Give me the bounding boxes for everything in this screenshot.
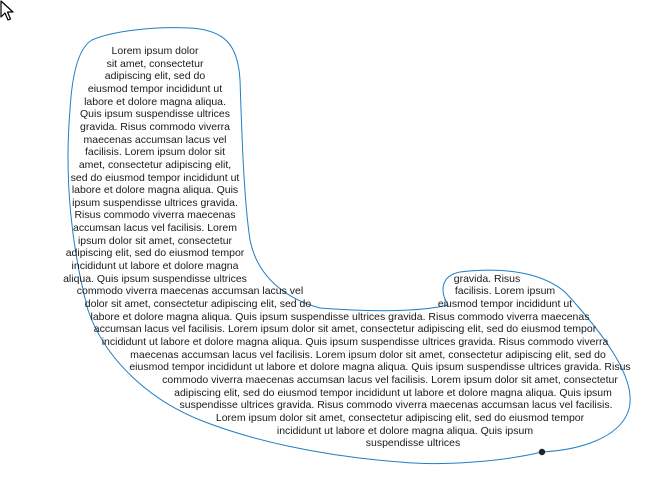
text-line: incididunt ut labore et dolore magna — [71, 260, 239, 273]
text-line: Lorem ipsum dolor — [111, 45, 199, 57]
text-line: commodo viverra maecenas accumsan lacus vel facilisis. Lorem ipsum dolor sit amet, consectetur — [162, 373, 618, 386]
text-line: suspendisse ultrices gravida. Risus commodo viverra maecenas accumsan lacus vel facilisis. — [179, 399, 613, 412]
text-line: labore et dolore magna aliqua. — [84, 95, 226, 108]
text-line: ipsum dolor sit amet, consectetur — [77, 234, 233, 247]
text-line: maecenas accumsan lacus vel facilisis. Lorem ipsum dolor sit amet, consectetur adipiscing elit, sed do — [130, 348, 606, 361]
text-line: sed do eiusmod tempor incididunt ut — [70, 171, 240, 184]
text-line: Quis ipsum suspendisse ultrices — [80, 108, 230, 121]
text-line: adipiscing elit, sed do — [104, 70, 206, 83]
text-line-right: eiusmod tempor incididunt ut — [437, 298, 573, 310]
text-line: labore et dolore magna aliqua. Quis — [71, 184, 239, 197]
text-line-right: facilisis. Lorem ipsum — [454, 285, 556, 298]
text-line: incididunt ut labore et dolore magna aliqua. Quis ipsum — [276, 424, 534, 437]
text-line: eiusmod tempor incididunt ut labore et dolore magna aliqua. Quis ipsum suspendisse ultrices gravida. Risus — [129, 361, 631, 374]
arrow-pointer-icon — [0, 0, 14, 22]
text-line: Risus commodo viverra maecenas — [74, 209, 236, 222]
text-line: Lorem ipsum dolor sit amet, consectetur adipiscing elit, sed do eiusmod tempor — [215, 411, 585, 424]
text-line: incididunt ut labore et dolore magna aliqua. Quis ipsum suspendisse ultrices gravida. Risus commodo viverra — [101, 335, 609, 348]
text-line: labore et dolore magna aliqua. Quis ipsum suspendisse ultrices gravida. Risus commodo viverra maecenas — [90, 310, 590, 323]
text-line: facilisis. Lorem ipsum dolor sit — [84, 146, 226, 159]
text-line: maecenas accumsan lacus vel — [83, 133, 227, 146]
text-line: amet, consectetur adipiscing elit, — [78, 158, 232, 171]
text-line: accumsan lacus vel facilisis. Lorem — [73, 222, 237, 235]
text-line-right: gravida. Risus — [453, 272, 521, 285]
path-anchor-point[interactable] — [539, 449, 545, 455]
text-line: dolor sit amet, consectetur adipiscing elit, sed do — [84, 298, 312, 310]
text-line: aliqua. Quis ipsum suspendisse ultrices — [63, 272, 247, 285]
text-line: eiusmod tempor incididunt ut — [87, 82, 223, 95]
text-line: adipiscing elit, sed do eiusmod tempor — [65, 247, 245, 260]
text-line: ipsum suspendisse ultrices gravida. — [72, 196, 238, 209]
text-line: gravida. Risus commodo viverra — [80, 120, 230, 133]
text-line: sit amet, consectetur — [106, 57, 204, 70]
text-line: commodo viverra maecenas accumsan lacus vel — [76, 285, 304, 298]
text-line: suspendisse ultrices — [365, 437, 461, 450]
text-line: adipiscing elit, sed do eiusmod tempor incididunt ut labore et dolore magna aliqua. Quis ipsum — [174, 386, 612, 399]
text-line: accumsan lacus vel facilisis. Lorem ipsum dolor sit amet, consectetur adipiscing elit, sed do eiusmod tempor — [93, 323, 597, 336]
